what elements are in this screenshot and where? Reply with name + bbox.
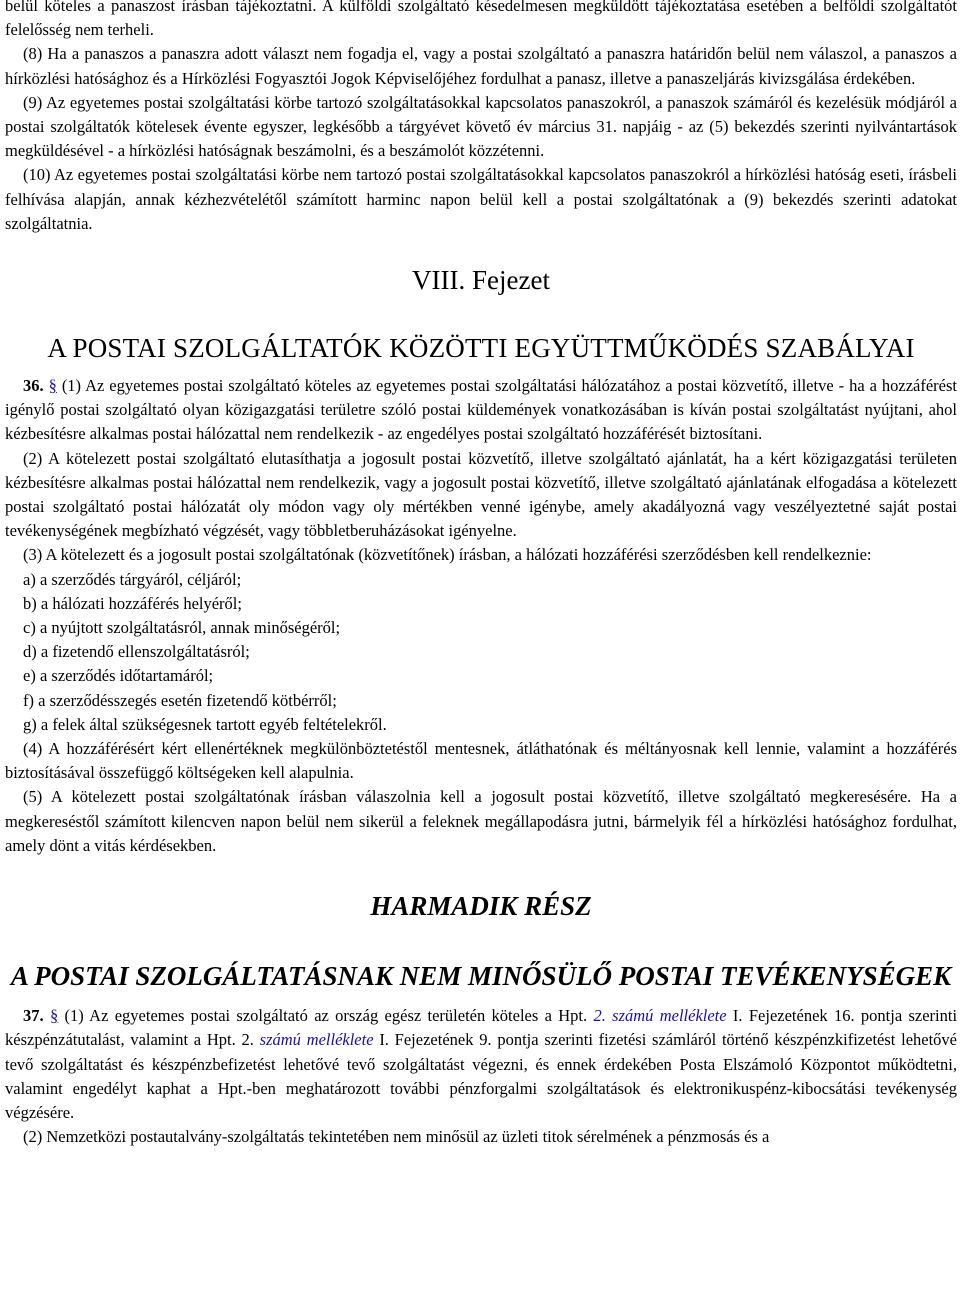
paragraph-37-1 <box>5 1004 957 1125</box>
paragraph-36-1-text: (1) Az egyetemes postai szolgáltató köteles az egyetemes postai szolgáltatási hálózatához a postai közvetítő, illetve - ha a hozzáférést igénylő postai szolgáltató olyan közigazgatási területre szóló postai küldemények vonatkozásában is kíván postai szolgáltatást nyújtani, ahol kézbesítésre alkalmas postai hálózattal nem rendelkezik - az engedélyes postai szolgáltató hozzáférését biztosítani. <box>5 376 958 444</box>
text-continuation: belül köteles a panaszost írásban tájékoztatni. A külföldi szolgáltató késedelmesen megküldött tájékoztatása esetében a belföldi szolgáltatót felelősség nem terheli. <box>5 0 957 40</box>
list-item: a) a szerződés tárgyáról, céljáról; <box>23 569 242 589</box>
annex-link[interactable]: 2. számú melléklete <box>593 1006 727 1026</box>
paragraph-37-1-text-a: (1) Az egyetemes postai szolgáltató az ország egész területén köteles a Hpt. <box>64 1006 588 1026</box>
paragraph-36-4: (4) A hozzáférésért kért ellenértéknek megkülönböztetéstől mentesnek, átláthatónak és méltányosnak kell lennie, valamint a hozzáférés biztosításával összefüggő költségeken kell alapulnia. <box>5 739 957 783</box>
section-sign-link[interactable]: § <box>48 376 57 396</box>
list-item: b) a hálózati hozzáférés helyéről; <box>23 593 242 613</box>
paragraph-36-5: (5) A kötelezett postai szolgáltatónak írásban válaszolnia kell a jogosult postai közvetítő, illetve szolgáltató megkeresésére. Ha a megkereséstől számított kilencven napon belül nem sikerül a feleknek megállapodásra jutni, bármelyik fél a hírközlési hatósághoz fordulhat, amely dönt a vitás kérdésekben. <box>5 787 957 855</box>
paragraph-37-2: (2) Nemzetközi postautalvány-szolgáltatás tekintetében nem minősül az üzleti titok sérelmének a pénzmosás és a <box>23 1127 770 1147</box>
list-item: e) a szerződés időtartamáról; <box>23 666 214 686</box>
paragraph-37-1-text-b: I. Fejezetének 16. pontja szerinti készpénzátutalást, valamint a Hpt. 2. <box>5 1006 958 1050</box>
list-item: g) a felek által szükségesnek tartott egyéb feltételekről. <box>23 714 387 734</box>
section-number: 36. <box>23 376 44 396</box>
chapter-title: A POSTAI SZOLGÁLTATÓK KÖZÖTTI EGYÜTTMŰKÖDÉS SZABÁLYAI <box>47 333 915 364</box>
list-36-3 <box>5 568 957 737</box>
paragraph-35-10: (10) Az egyetemes postai szolgáltatási körbe nem tartozó postai szolgáltatásokkal kapcsolatos panaszokról a hírközlési hatóság eseti, írásbeli felhívása alapján, annak kézhezvételétől számított harminc napon belül kell a postai szolgáltatónak a (9) bekezdés szerinti adatokat szolgáltatnia. <box>5 165 957 233</box>
part-title: A POSTAI SZOLGÁLTATÁSNAK NEM MINŐSÜLŐ POSTAI TEVÉKENYSÉGEK <box>10 961 952 992</box>
paragraph-37-1-text-c: I. Fejezetének 9. pontja szerinti fizetési számláról történő készpénzkifizetést lehetővé tevő szolgáltatást és készpénzbefizetést lehetővé tevő szolgáltatást végezni, és ennek érdekében Posta Elszámoló Központot működtetni, valamint engedélyt kaphat a Hpt.-ben meghatározott további pénzforgalmi szolgáltatások és elektronikuspénz-kibocsátási tevékenység végzésére. <box>5 1030 958 1122</box>
list-item: f) a szerződésszegés esetén fizetendő kötbérről; <box>23 690 337 710</box>
section-number: 37. <box>23 1006 44 1026</box>
paragraph-36-1 <box>5 374 957 447</box>
chapter-number: VIII. Fejezet <box>412 265 550 296</box>
section-sign-link[interactable]: § <box>49 1006 59 1026</box>
list-item: d) a fizetendő ellenszolgáltatásról; <box>23 642 250 662</box>
paragraph-36-2: (2) A kötelezett postai szolgáltató elutasíthatja a jogosult postai közvetítő, illetve szolgáltató ajánlatát, ha a kért közigazgatási területen kézbesítésre alkalmas postai hálózattal nem rendelkezik, vagy a jogosult postai közvetítő, illetve szolgáltató ajánlatának elfogadása a kötelezett postai szolgáltató postai hálózatát oly módon vagy oly mértékben venné igénybe, amely akadályozná vagy veszélyeztetné saját postai tevékenységének megbízható végzését, vagy többletberuházásokat igényelne. <box>5 448 957 541</box>
list-item: c) a nyújtott szolgáltatásról, annak minőségéről; <box>23 618 341 638</box>
paragraph-35-9: (9) Az egyetemes postai szolgáltatási körbe tartozó szolgáltatásokkal kapcsolatos panaszokról, a panaszok számáról és kezelésük módjáról a postai szolgáltatók kötelesek évente egyszer, legkésőbb a tárgyévet követő év március 31. napjáig - az (5) bekezdés szerinti nyilvántartások megküldésével - a hírközlési hatóságnak beszámolni, és a beszámolót közzétenni. <box>5 92 957 161</box>
paragraph-35-8: (8) Ha a panaszos a panaszra adott választ nem fogadja el, vagy a postai szolgáltató a panaszra határidőn belül nem válaszol, a panaszos a hírközlési hatósághoz és a Hírközlési Fogyasztói Jogok Képviselőjéhez fordulhat a panasz, illetve a panaszeljárás kivizsgálása érdekében. <box>5 44 957 88</box>
paragraph-36-3: (3) A kötelezett és a jogosult postai szolgáltatónak (közvetítőnek) írásban, a hálózati hozzáférési szerződésben kell rendelkeznie: <box>23 545 872 565</box>
part-number: HARMADIK RÉSZ <box>370 891 592 922</box>
annex-link[interactable]: számú melléklete <box>259 1030 374 1050</box>
